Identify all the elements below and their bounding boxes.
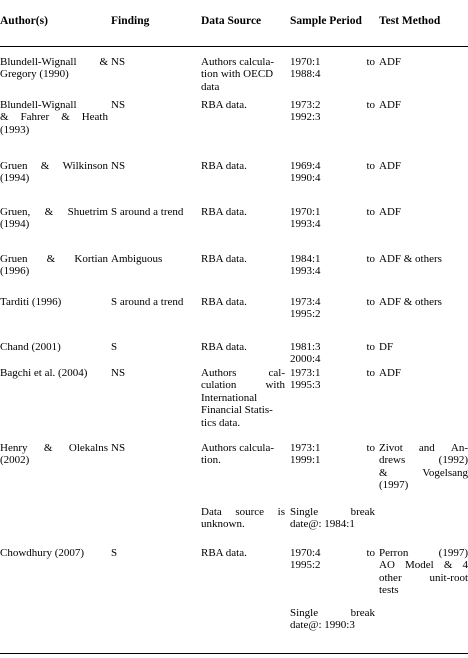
method-cell: Perron (1997) AO Model & 4 other unit-root tests xyxy=(379,547,468,597)
method-cell: ADF & others xyxy=(379,296,442,308)
author-cell: Chand (2001) xyxy=(0,341,61,353)
source-cell: RBA data. xyxy=(201,547,247,559)
source-cell: RBA data. xyxy=(201,341,247,353)
source-cell: Authors calcula- tion. xyxy=(201,442,274,467)
finding-cell: S around a trend xyxy=(111,206,184,218)
period-cell: 1973:1 to 1995:3 xyxy=(290,367,375,392)
header-finding: Finding xyxy=(111,15,150,27)
period-cell: 1970:4 to 1995:2 xyxy=(290,547,375,572)
method-cell: Zivot and An- drews (1992) & Vogelsang (1997) xyxy=(379,442,468,492)
author-cell: Bagchi et al. (2004) xyxy=(0,367,88,379)
method-cell: ADF xyxy=(379,99,402,111)
source-cell: RBA data. xyxy=(201,99,247,111)
header-data-source: Data Source xyxy=(201,15,262,27)
period-cell: Single break date@: 1984:1 xyxy=(290,506,375,531)
finding-cell: NS xyxy=(111,367,126,379)
finding-cell: S around a trend xyxy=(111,296,184,308)
period-cell: 1973:2 to 1992:3 xyxy=(290,99,375,124)
period-cell: 1973:4 to 1995:2 xyxy=(290,296,375,321)
author-cell: Gruen, & Shuetrim (1994) xyxy=(0,206,108,231)
method-cell: ADF xyxy=(379,206,402,218)
author-cell: Gruen & Kortian (1996) xyxy=(0,253,108,278)
source-cell: RBA data. xyxy=(201,206,247,218)
period-cell: 1984:1 to 1993:4 xyxy=(290,253,375,278)
period-cell: 1973:1 to 1999:1 xyxy=(290,442,375,467)
period-cell: Single break date@: 1990:3 xyxy=(290,607,375,632)
author-cell: Chowdhury (2007) xyxy=(0,547,85,559)
finding-cell: Ambiguous xyxy=(111,253,163,265)
author-cell: Tarditi (1996) xyxy=(0,296,62,308)
source-cell: Data source is unknown. xyxy=(201,506,285,531)
header-rule xyxy=(0,46,468,47)
header-author: Author(s) xyxy=(0,15,48,27)
finding-cell: S xyxy=(111,547,118,559)
header-test-method: Test Method xyxy=(379,15,441,27)
method-cell: ADF xyxy=(379,56,402,68)
method-cell: DF xyxy=(379,341,394,353)
source-cell: RBA data. xyxy=(201,253,247,265)
author-cell: Blundell-Wignall & Fahrer & Heath (1993) xyxy=(0,99,108,136)
finding-cell: S xyxy=(111,341,118,353)
period-cell: 1970:1 to 1988:4 xyxy=(290,56,375,81)
period-cell: 1981:3 to 2000:4 xyxy=(290,341,375,366)
author-cell: Gruen & Wilkinson (1994) xyxy=(0,160,108,185)
finding-cell: NS xyxy=(111,99,126,111)
finding-cell: NS xyxy=(111,160,126,172)
period-cell: 1970:1 to 1993:4 xyxy=(290,206,375,231)
author-cell: Henry & Olekalns (2002) xyxy=(0,442,108,467)
source-cell: Authors calcula- tion with OECD data xyxy=(201,56,274,93)
finding-cell: NS xyxy=(111,56,126,68)
source-cell: RBA data. xyxy=(201,160,247,172)
method-cell: ADF & others xyxy=(379,253,442,265)
header-sample-period: Sample Period xyxy=(290,15,362,27)
source-cell: Authors cal- culation with International Financial Statis- tics data. xyxy=(201,367,285,429)
finding-cell: NS xyxy=(111,442,126,454)
method-cell: ADF xyxy=(379,367,402,379)
method-cell: ADF xyxy=(379,160,402,172)
period-cell: 1969:4 to 1990:4 xyxy=(290,160,375,185)
author-cell: Blundell-Wignall & Gregory (1990) xyxy=(0,56,108,81)
table-bottom-rule xyxy=(0,653,468,654)
source-cell: RBA data. xyxy=(201,296,247,308)
